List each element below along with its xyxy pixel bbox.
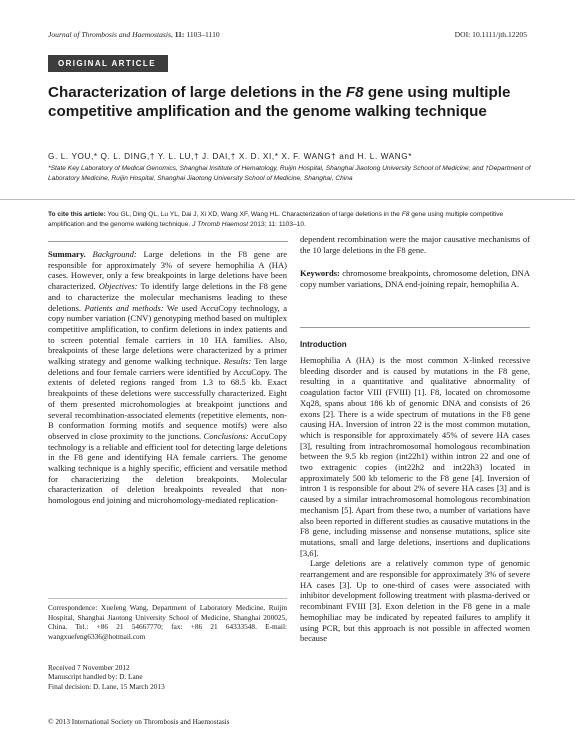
author-list: G. L. YOU,* Q. L. DING,† Y. L. LU,† J. DAI,† X. D. XI,* X. F. WANG† and H. L. WANG* (48, 152, 413, 161)
results-label: Results: (223, 356, 252, 367)
title-gene: F8 (345, 84, 364, 101)
objectives-label: Objectives: (98, 281, 138, 292)
keywords (300, 268, 530, 289)
affiliations: *State Key Laboratory of Medical Genomics, Shanghai Institute of Hematology, Ruijin Hospital, Shanghai Jiaotong University School of Medicine; and †Department of Laboratory Medicine, Ruijin Hospital, Shanghai Jiaotong University School of Medicine, Shanghai, China (48, 165, 531, 182)
manuscript-dates (48, 663, 287, 691)
conclusions-text: AccuCopy technology is a reliable and efficient tool for detecting large deletions in the F8 gene and identifying HA female carriers. The genome walking technique is a highly specific, efficient and versatile method for characterizing the deletion breakpoints. Molecular characterization of deletion breakpoints revealed that non-homologous end joining and microhomology-mediated replication- (48, 430, 287, 506)
page-range: 1103–1110 (186, 30, 220, 39)
final-decision: Final decision: D. Lane, 15 March 2013 (48, 681, 165, 691)
article-title (48, 84, 528, 121)
patients-label: Patients and methods: (84, 302, 164, 313)
citation-block (48, 210, 538, 230)
correspondence: Correspondence: Xuefeng Wang, Department of Laboratory Medicine, Ruijin Hospital, Shanghai Jiaotong University School of Medicine, Shanghai 200025, China. Tel.: +86 21 54667770; fax: +86 21 64333548. E-mail: wangxuefeng6336@hotmail.com (48, 603, 287, 641)
citation-journal: J Thromb Haemost (192, 221, 249, 228)
handled-by: Manuscript handled by: D. Lane (48, 672, 143, 682)
citation-label: To cite this article: (48, 211, 106, 218)
section-heading-introduction: Introduction (300, 340, 347, 349)
keywords-label: Keywords: (300, 268, 340, 278)
citation-text: 2013; 11: 1103–10. (248, 221, 306, 228)
background-label: Background: (92, 249, 137, 259)
title-part1: Characterization of large deletions in the (48, 84, 346, 101)
results-text: Ten large deletions and four female carriers were identified by AccuCopy. The extents of deleted regions ranged from 1.3 to 68.5 kb. Exact breakpoints of these deletions were successfully characterized. Eight of them presented microhomologies at breakpoint junctions and several recombination-associated elements (repetitive elements, non-B conformation forming motifs and sequence motifs) were also observed in close proximity to the junctions. (48, 356, 287, 441)
article-type-banner: ORIGINAL ARTICLE (48, 55, 168, 72)
keywords-text: chromosome breakpoints, chromosome deletion, DNA copy number variations, DNA end-joining repair, hemophilia A. (300, 268, 530, 289)
objectives-text: To identify large deletions in the F8 gene and to characterize the molecular mechanisms leading to these deletions. (48, 281, 287, 313)
citation-text: gene using multiple competitive amplification and the genome walking technique. (48, 211, 504, 228)
citation-text: You GL, Ding QL, Lu YL, Dai J, Xi XD, Wang XF, Wang HL. Characterization of large deletions in the (105, 211, 402, 218)
citation-gene: F8 (401, 211, 410, 218)
divider (48, 241, 288, 242)
journal-name: Journal of Thrombosis and Haemostasis, (48, 30, 173, 39)
doi: DOI: 10.1111/jth.12205 (454, 30, 527, 39)
received-date: Received 7 November 2012 (48, 663, 130, 672)
intro-paragraph-1: Hemophilia A (HA) is the most common X-linked recessive bleeding disorder and is caused by mutations in the F8 gene, resulting in a quantitative and qualitative abnormality of coagulation factor VIII (FVIII) [1]. F8, located on chromosome Xq28, spans about 186 kb of genomic DNA and consists of 26 exons [2]. There is a wide spectrum of mutations in the F8 gene causing HA. Inversion of intron 22 is the most common mutation, which is responsible for approximately 45% of severe HA cases [3], resulting from intrachromosomal homologous recombination between the 9.5 kb region (int22h1) within intron 22 and one of two extragenic copies (int22h2 and int22h3) located in approximately 500 kb telomeric to the F8 gene [4]. Inversion of intron 1 is responsible for about 2% of severe HA cases [3] and is caused by a similar intrachromosomal homologous recombination mechanism [5]. Apart from these two, a number of variations have also been reported in different studies as causative mutations in the F8 gene, including missense and nonsense mutations, splice site mutations, small and large deletions, insertions and duplications [3,6]. (300, 355, 530, 558)
volume: 11: (174, 30, 185, 39)
conclusions-label: Conclusions: (203, 430, 249, 441)
intro-paragraph-2: Large deletions are a relatively common type of genomic rearrangement and are responsible for approximately 3% of severe HA cases [3]. Up to one-third of cases were associated with inhibitor development following treatment with plasma-derived or recombinant FVIII [3]. Exon deletion in the F8 gene in a male hemophiliac may be indicated by repeated failures to amplify it using PCR, but this approach is not possible in affected women because (300, 558, 530, 644)
abstract-continued: dependent recombination were the major causative mechanisms of the 10 large deletions in the F8 gene. (300, 234, 530, 255)
title-part2: gene using multiple competitive amplification and the genome walking technique (48, 84, 511, 120)
abstract (48, 249, 287, 567)
background-text: Large deletions in the F8 gene are responsible for approximately 3% of severe hemophilia A (HA) cases. However, only a few breakpoints in large deletions have been characterized. (48, 249, 287, 292)
introduction-body (300, 355, 530, 747)
divider (300, 327, 530, 328)
divider (48, 598, 287, 599)
running-header (48, 30, 220, 39)
summary-label: Summary. (48, 249, 86, 259)
patients-text: We used AccuCopy technology, a copy number variation (CNV) genotyping method based on multiplex competitive amplification, to confirm deletions in index patients and to screen potential female carriers in 10 HA families. Also, breakpoints of these large deletions were characterized by a primer walking strategy and genome walking technique. (48, 302, 287, 367)
divider (0, 199, 575, 200)
copyright: © 2013 International Society on Thrombosis and Haemostasis (48, 717, 230, 726)
